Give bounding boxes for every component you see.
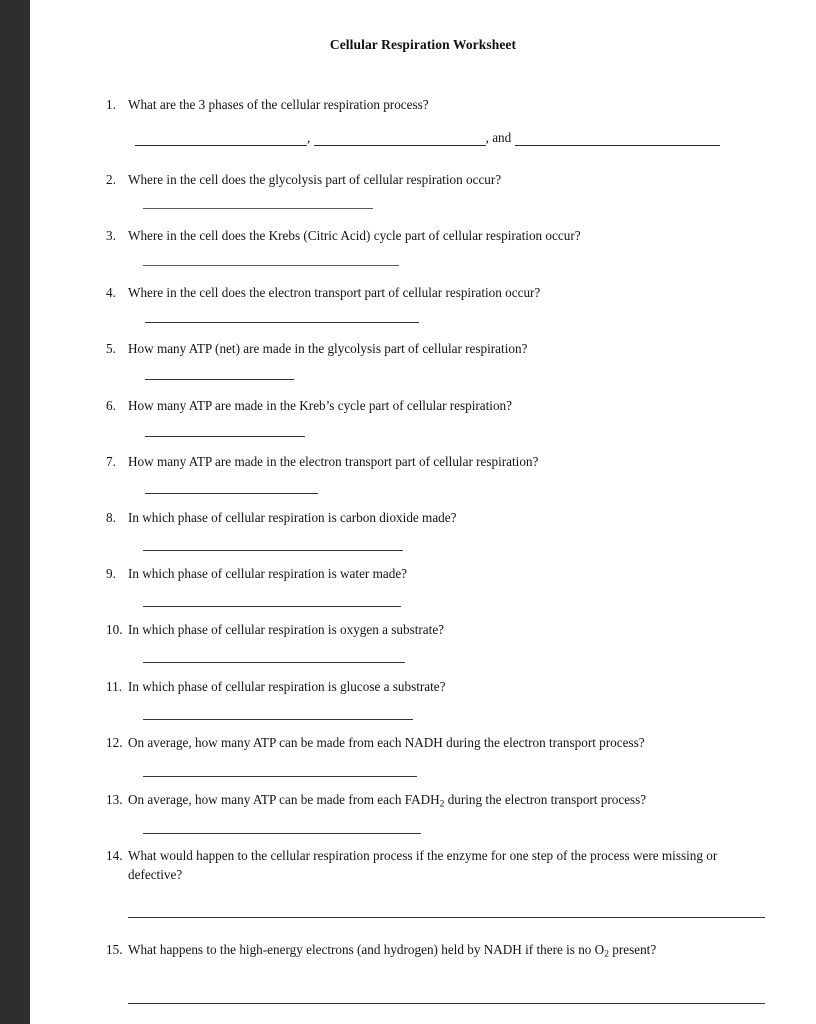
- question-text: In which phase of cellular respiration is carbon dioxide made?: [128, 510, 457, 525]
- subscript-2: 2: [439, 799, 445, 810]
- question-text: [128, 791, 806, 814]
- answer-blank-1b[interactable]: [314, 133, 486, 146]
- question-number: 2.: [106, 172, 116, 187]
- question-text-part-2: during the electron transport process?: [444, 792, 647, 807]
- question-number: 15.: [106, 942, 123, 957]
- answer-blank-9[interactable]: [143, 606, 401, 607]
- answer-blank-14[interactable]: [128, 917, 765, 918]
- question-item-12: [106, 734, 806, 753]
- answer-blank-6[interactable]: [145, 436, 305, 437]
- blank-separator-1: ,: [307, 130, 311, 145]
- question-text: How many ATP are made in the Kreb’s cycle part of cellular respiration?: [128, 398, 513, 413]
- question-item-8: [106, 509, 806, 528]
- question-number: 12.: [106, 735, 123, 750]
- question-number: 4.: [106, 285, 116, 300]
- question-number: 10.: [106, 622, 123, 637]
- answer-blank-1c[interactable]: [515, 133, 720, 146]
- question-text: Where in the cell does the glycolysis part of cellular respiration occur?: [128, 172, 502, 187]
- question-text: How many ATP are made in the electron transport part of cellular respiration?: [128, 454, 539, 469]
- question-number: 9.: [106, 566, 116, 581]
- answer-blank-2[interactable]: [143, 208, 373, 209]
- question-number: 8.: [106, 510, 116, 525]
- question-text-part-1: What happens to the high-energy electrons (and hydrogen) held by NADH if there is no O: [128, 942, 605, 957]
- question-item-10: [106, 621, 806, 640]
- question-text-part-1: On average, how many ATP can be made from each FADH: [128, 792, 440, 807]
- question-number: 1.: [106, 97, 116, 112]
- question-number: 13.: [106, 792, 123, 807]
- question-number: 7.: [106, 454, 116, 469]
- question-number: 6.: [106, 398, 116, 413]
- answer-blank-13[interactable]: [143, 833, 421, 834]
- page-edge-bar: [0, 0, 30, 1024]
- question-text: Where in the cell does the electron transport part of cellular respiration occur?: [128, 285, 541, 300]
- question-text: Where in the cell does the Krebs (Citric Acid) cycle part of cellular respiration occur?: [128, 228, 581, 243]
- answer-blank-5[interactable]: [145, 379, 294, 380]
- answer-blank-3[interactable]: [143, 265, 399, 266]
- question-number: 3.: [106, 228, 116, 243]
- answer-blank-15[interactable]: [128, 1003, 765, 1004]
- question-text: In which phase of cellular respiration is water made?: [128, 566, 408, 581]
- page-title: Cellular Respiration Worksheet: [329, 37, 517, 52]
- answer-blank-8[interactable]: [143, 550, 403, 551]
- question-item-2: [106, 171, 806, 190]
- answer-blank-10[interactable]: [143, 662, 405, 663]
- question-item-9: [106, 565, 806, 584]
- question-text-part-2: present?: [608, 942, 657, 957]
- question-item-13: [106, 791, 806, 814]
- question-item-11: [106, 678, 806, 697]
- answer-blank-7[interactable]: [145, 493, 318, 494]
- question-item-4: [106, 284, 806, 303]
- question-text: On average, how many ATP can be made from each NADH during the electron transport process?: [128, 735, 645, 750]
- question-number: 14.: [106, 848, 123, 863]
- question-item-5: [106, 340, 806, 359]
- question-text: What are the 3 phases of the cellular respiration process?: [128, 97, 429, 112]
- answer-blank-1a[interactable]: [135, 133, 307, 146]
- question-number: 5.: [106, 341, 116, 356]
- answer-blank-11[interactable]: [143, 719, 413, 720]
- worksheet-sheet: [30, 0, 816, 1024]
- answer-blank-12[interactable]: [143, 776, 417, 777]
- question-item-6: [106, 397, 806, 416]
- answer-blank-row-1[interactable]: [135, 130, 720, 146]
- question-item-7: [106, 453, 806, 472]
- answer-blank-4[interactable]: [145, 322, 419, 323]
- question-number: 11.: [106, 679, 122, 694]
- blank-separator-2: , and: [485, 130, 512, 145]
- question-item-15: [106, 941, 726, 964]
- question-text: What would happen to the cellular respiration process if the enzyme for one step of the process were missing or defective?: [128, 848, 718, 882]
- question-item-14: [106, 847, 756, 884]
- question-item-3: [106, 227, 806, 246]
- question-text: In which phase of cellular respiration is glucose a substrate?: [128, 679, 446, 694]
- question-text: [128, 941, 726, 964]
- question-item-1: [106, 96, 806, 115]
- subscript-2: 2: [604, 949, 609, 960]
- question-text: How many ATP (net) are made in the glycolysis part of cellular respiration?: [128, 341, 528, 356]
- question-text: In which phase of cellular respiration is oxygen a substrate?: [128, 622, 445, 637]
